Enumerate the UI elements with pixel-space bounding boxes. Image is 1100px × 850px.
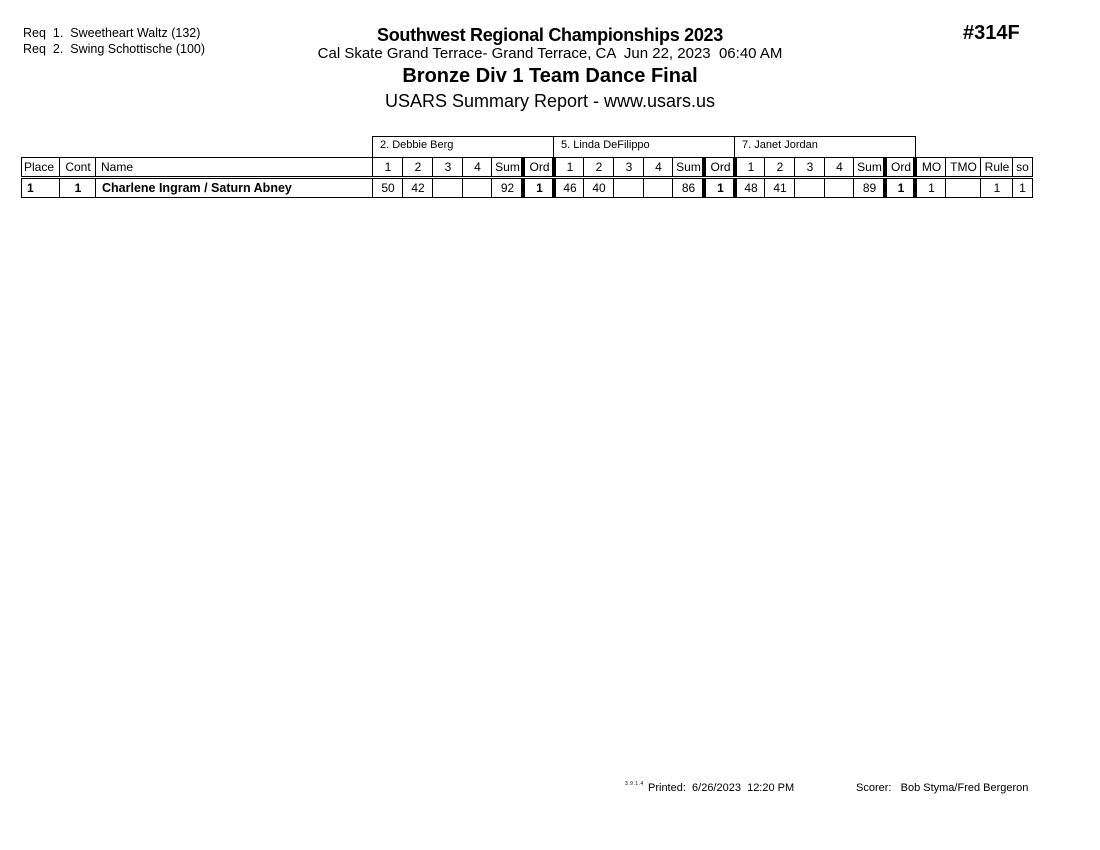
judge-header-2: 5. Linda DeFilippo <box>553 136 735 157</box>
j3-sum: 89 <box>853 179 885 198</box>
col-j3-3: 3 <box>794 157 825 177</box>
j1-ord: 1 <box>521 179 554 198</box>
col-j1-ord: Ord <box>521 157 554 177</box>
judge-header-3: 7. Janet Jordan <box>734 136 916 157</box>
col-name: Name <box>95 157 373 177</box>
j1-score-2: 42 <box>402 179 433 198</box>
j1-score-3 <box>432 179 463 198</box>
col-j1-2: 2 <box>402 157 433 177</box>
j2-score-1: 46 <box>552 179 584 198</box>
col-so: so <box>1012 157 1033 177</box>
j3-ord: 1 <box>883 179 915 198</box>
software-version: 3.9.1.4 <box>625 781 644 787</box>
j1-sum: 92 <box>491 179 523 198</box>
printed-timestamp: Printed: 6/26/2023 12:20 PM <box>648 782 795 794</box>
col-place: Place <box>21 157 60 177</box>
col-mo: MO <box>913 157 946 177</box>
j1-score-1: 50 <box>372 179 403 198</box>
j1-score-4 <box>462 179 492 198</box>
col-j1-sum: Sum <box>491 157 523 177</box>
col-j2-4: 4 <box>643 157 673 177</box>
skater-names: Charlene Ingram / Saturn Abney <box>95 179 373 198</box>
col-j2-1: 1 <box>552 157 584 177</box>
col-rule: Rule <box>980 157 1013 177</box>
col-j1-1: 1 <box>372 157 403 177</box>
cont-value: 1 <box>59 179 96 198</box>
venue-date: Cal Skate Grand Terrace- Grand Terrace, CA Jun 22, 2023 06:40 AM <box>317 45 783 62</box>
j3-score-3 <box>794 179 825 198</box>
j2-sum: 86 <box>672 179 704 198</box>
tmo-value <box>945 179 981 198</box>
col-j3-ord: Ord <box>883 157 915 177</box>
col-j3-1: 1 <box>733 157 765 177</box>
col-tmo: TMO <box>945 157 981 177</box>
j3-score-4 <box>824 179 854 198</box>
rule-value: 1 <box>980 179 1013 198</box>
col-j3-4: 4 <box>824 157 854 177</box>
mo-value: 1 <box>913 179 946 198</box>
report-title: USARS Summary Report - www.usars.us <box>384 91 716 111</box>
col-j2-ord: Ord <box>702 157 735 177</box>
col-j2-sum: Sum <box>672 157 704 177</box>
col-j2-3: 3 <box>613 157 644 177</box>
scorer-names: Scorer: Bob Styma/Fred Bergeron <box>856 782 1029 794</box>
col-cont: Cont <box>59 157 96 177</box>
col-j3-sum: Sum <box>853 157 885 177</box>
col-j3-2: 2 <box>764 157 795 177</box>
j3-score-2: 41 <box>764 179 795 198</box>
event-number: #314F <box>963 22 1020 44</box>
j2-score-4 <box>643 179 673 198</box>
col-j1-4: 4 <box>462 157 492 177</box>
place-value: 1 <box>21 179 60 198</box>
j2-ord: 1 <box>702 179 735 198</box>
judge-header-1: 2. Debbie Berg <box>372 136 554 157</box>
competition-title: Southwest Regional Championships 2023 <box>377 25 723 45</box>
j2-score-3 <box>613 179 644 198</box>
j2-score-2: 40 <box>583 179 614 198</box>
col-j2-2: 2 <box>583 157 614 177</box>
so-value: 1 <box>1012 179 1033 198</box>
requirement-1: Req 1. Sweetheart Waltz (132) <box>23 26 201 40</box>
j3-score-1: 48 <box>733 179 765 198</box>
requirement-2: Req 2. Swing Schottische (100) <box>23 42 206 56</box>
event-title: Bronze Div 1 Team Dance Final <box>402 65 698 87</box>
col-j1-3: 3 <box>432 157 463 177</box>
